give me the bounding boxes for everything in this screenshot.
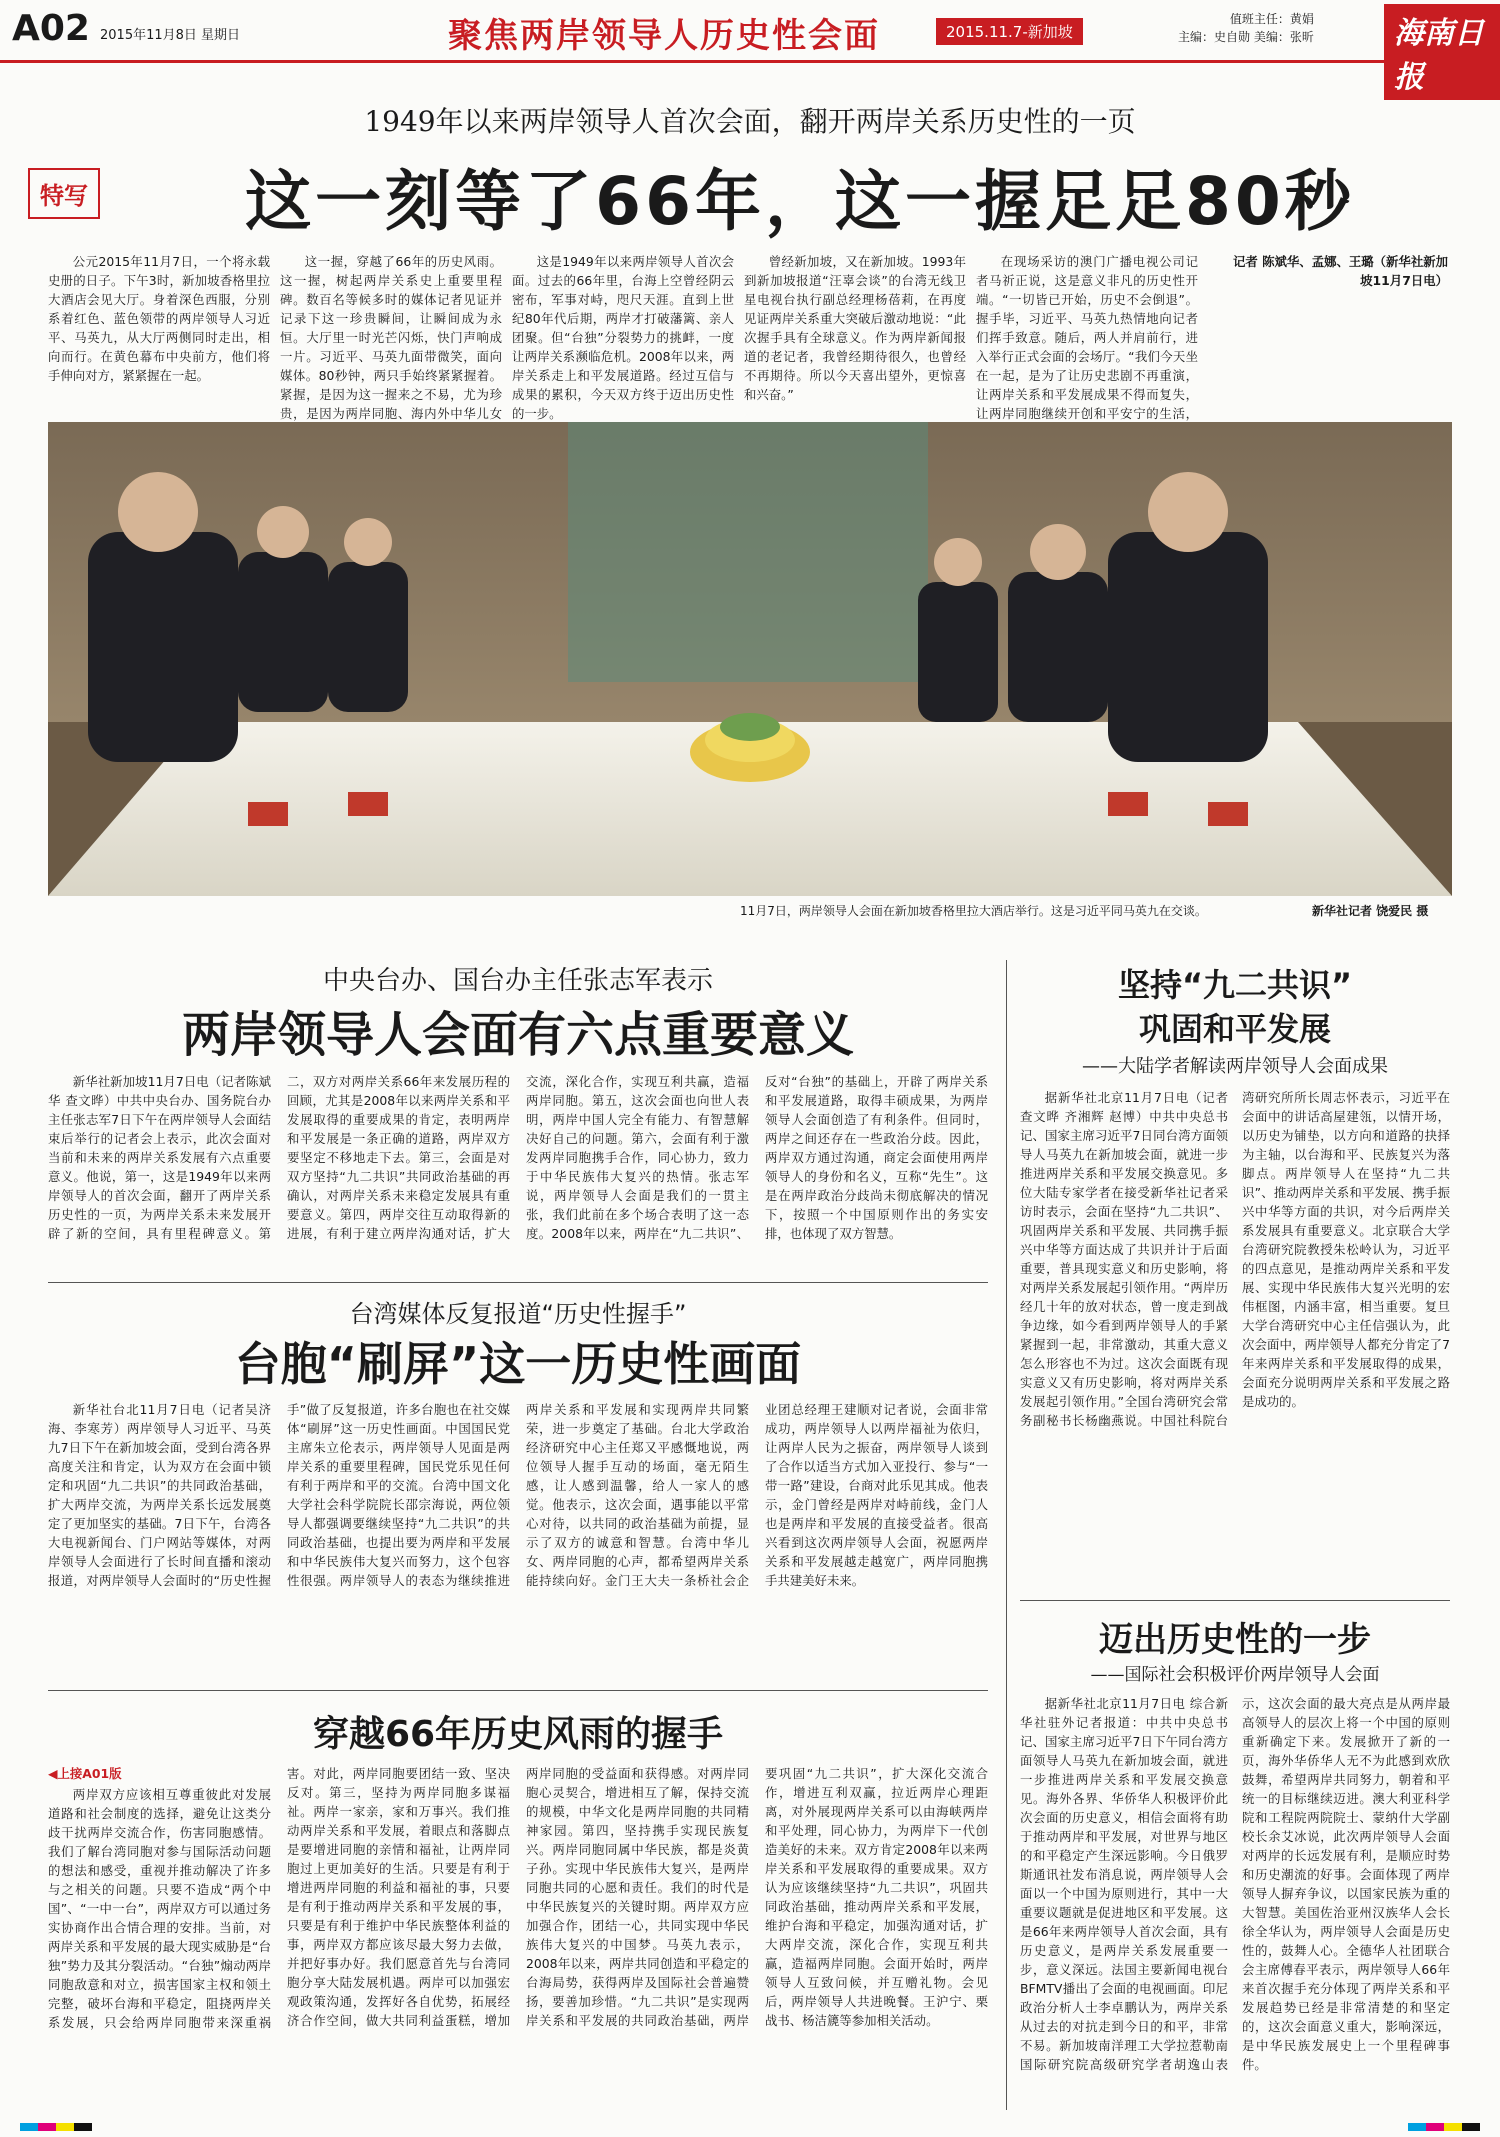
section2-kicker: 台湾媒体反复报道“历史性握手”: [349, 1300, 687, 1328]
section3-body: [48, 1764, 988, 2112]
lead-column-1: [48, 252, 270, 420]
feature-tag: 特写: [28, 168, 100, 219]
newspaper-logo: 海南日报: [1384, 4, 1500, 100]
editor-credits: [1178, 10, 1314, 46]
lead-column-6: [1208, 252, 1448, 420]
lead-headline: 这一刻等了66年，这一握足足80秒: [245, 163, 1355, 240]
section1-body: [48, 1072, 988, 1272]
series-subtitle: 2015.11.7-新加坡: [936, 18, 1083, 45]
side1-headline-2: 巩固和平发展: [1138, 1010, 1331, 1048]
lead-column-4: [744, 252, 966, 420]
issue-date: 2015年11月8日 星期日: [100, 28, 241, 43]
section2-paragraph: 新华社台北11月7日电（记者吴济海、李寒芳）两岸领导人习近平、马英九7日下午在新加坡会面，受到台湾各界高度关注和肯定，认为双方在会面中锁定和巩固“九二共识”的共同政治基础，扩大两岸交流，为两岸关系长远发展奠定了更加坚实的基础。7日下午，台湾各大电视新闻台、门户网站等媒体，对两岸领导人会面进行了长时间直播和滚动报道，对两岸领导人会面时的“历史性握手”做了反复报道，许多台胞也在社交媒体“刷屏”这一历史性画面。中国国民党主席朱立伦表示，两岸领导人见面是两岸关系的重要里程碑，国民党乐见任何有利于两岸和平的交流。台湾中国文化大学社会科学院院长邵宗海说，两位领导人都强调要继续坚持“九二共识”的共同政治基础，也提出要为两岸和平发展和中华民族伟大复兴而努力，这个包容性很强。两岸领导人的表态为继续推进两岸关系和平发展和实现两岸共同繁荣，进一步奠定了基础。台北大学政治经济研究中心主任郑又平感慨地说，两位领导人握手互动的场面，毫无陌生感，让人感到温馨，给人一家人的感觉。他表示，这次会面，遇事能以平常心对待，以共同的政治基础为前提，显示了双方的诚意和智慧。台湾中华儿女、两岸同胞的心声，都希望两岸关系能持续向好。金门王大夫一条桥社会企业团总经理王建顺对记者说，会面非常成功，两岸领导人以两岸福祉为依归，让两岸人民为之振奋，两岸领导人谈到了合作以适当方式加入亚投行、参与“一带一路”建设，台商对此乐见其成。他表示，金门曾经是两岸对峙前线，金门人也是两岸和平发展的直接受益者。很高兴看到这次两岸领导人会面，祝愿两岸关系和平发展越走越宽广，两岸同胞携手共建美好未来。: [48, 1402, 988, 1588]
column-divider: [1006, 960, 1007, 2110]
lead-paragraph: 在现场采访的澳门广播电视公司记者马祈正说，这是意义非凡的历史性开端。“一切皆已开始，历史不会倒退”。握手毕，习近平、马英九热情地向记者们挥手致意。随后，两人并肩前行，进入举行正式会面的会场厅。“我们今天坐在一起，是为了让历史悲剧不再重演，让两岸关系和平发展成果不得而复失，让两岸同胞继续开创和平安宁的生活，: [976, 254, 1198, 421]
section1-kicker: 中央台办、国台办主任张志军表示: [322, 966, 713, 996]
meeting-photo-illustration: [48, 422, 1452, 896]
section2-headline: 台胞“刷屏”这一历史性画面: [234, 1337, 802, 1391]
side1-paragraph: 据新华社北京11月7日电（记者查文晔 齐湘辉 赵博）中共中央总书记、国家主席习近平7日同台湾方面领导人马英九在新加坡会面，就进一步推进两岸关系和平发展交换意见。多位大陆专家学者在接受新华社记者采访时表示，会面在坚持“九二共识”、巩固两岸关系和平发展、共同携手振兴中华等方面达成了共识并计于后面重要，普具现实意义和历史影响，将对两岸关系发展起引领作用。“两岸历经几十年的放对状态，曾一度走到战争边缘，如今看到两岸领导人的手紧紧握到一起，非常激动，其重大意义怎么形容也不为过。这次会面既有现实意义又有历史影响，将对两岸关系发展起引领作用。”全国台湾研究会常务副秘书长杨幽燕说。中国社科院台湾研究所所长周志怀表示，习近平在会面中的讲话高屋建瓴，以情开场，以历史为铺垫，以方向和道路的抉择为主轴，以台海和平、民族复兴为落脚点。两岸领导人在坚持“九二共识”、推动两岸关系和平发展、携手振兴中华等方面的共识，对今后两岸关系发展具有重要意义。北京联合大学台湾研究院教授朱松岭认为，习近平的四点意见，是推动两岸关系和平发展、实现中华民族伟大复兴光明的宏伟框图，内涵丰富，相当重要。复旦大学台湾研究中心主任信强认为，此次会面中，两岸领导人都充分肯定了7年来两岸关系和平发展取得的成果，会面充分说明两岸关系和平发展之路是成功的。: [1020, 1090, 1450, 1428]
lead-paragraph: 这一握，穿越了66年的历史风雨。这一握，树起两岸关系史上重要里程碑。数百名等候多时的媒体记者见证并记录下这一珍贵瞬间，让瞬间成为永恒。大厅里一时光芒闪烁，快门声响成一片。习近平、马英九面带微笑，面向媒体。80秒钟，两只手始终紧紧握着。紧握，是因为这一握来之不易，尤为珍贵，是因为两岸同胞、海内外中华儿女: [280, 254, 502, 421]
side2-headline: 迈出历史性的一步: [1099, 1620, 1371, 1660]
lead-byline: 记者 陈斌华、孟娜、王璐（新华社新加坡11月7日电）: [1233, 254, 1448, 288]
divider: [48, 1690, 988, 1691]
lead-paragraph: 这是1949年以来两岸领导人首次会面。过去的66年里，台海上空曾经阴云密布，军事对峙，咫尺天涯。直到上世纪80年代后期，两岸才打破藩篱、亲人团聚。但“台独”分裂势力的挑衅，一度让两岸关系濒临危机。2008年以来，两岸关系走上和平发展道路。经过互信与成果的累积，今天双方终于迈出历史性的一步。: [512, 254, 734, 421]
masthead: [0, 0, 1500, 95]
continued-marker: ◀上接A01版: [48, 1766, 122, 1781]
side2-paragraph: 据新华社北京11月7日电 综合新华社驻外记者报道：中共中央总书记、国家主席习近平7日下午同台湾方面领导人马英九在新加坡会面，就进一步推进两岸关系和平发展交换意见。海外各界、华侨华人积极评价此次会面的历史意义，相信会面将有助于推动两岸和平发展，对世界与地区的和平稳定产生深远影响。今日俄罗斯通讯社发布消息说，两岸领导人会面以一个中国为原则进行，其中一大重要议题就是促进地区和平发展。这是66年来两岸领导人首次会面，具有历史意义，是两岸关系发展重要一步，意义深远。法国主要新闻电视台BFMTV播出了会面的电视画面。印尼政治分析人士李卓鹏认为，两岸关系从过去的对抗走到今日的和平，非常不易。新加坡南洋理工大学拉惹勒南国际研究院高级研究学者胡逸山表示，这次会面的最大亮点是从两岸最高领导人的层次上将一个中国的原则重新确定下来。发展掀开了新的一页，海外华侨华人无不为此感到欢欣鼓舞，希望两岸共同努力，朝着和平统一的目标继续迈进。澳大利亚科学院和工程院两院院士、蒙纳什大学副校长余艾冰说，此次两岸领导人会面对两岸的长远发展有利，是顺应时势和历史潮流的好事。会面体现了两岸领导人摒弃争议，以国家民族为重的大智慧。美国佐治亚州汉族华人会长徐全华认为，两岸领导人会面是历史性的，鼓舞人心。全德华人社团联合会主席傅春平表示，两岸领导人66年来首次握手充分体现了两岸关系和平发展趋势已经是非常清楚的和坚定的，这次会面意义重大，影响深远，是中华民族发展史上一个里程碑事件。: [1020, 1696, 1450, 2072]
side1-headline-1: 坚持“九二共识”: [1117, 966, 1353, 1004]
section2-body: [48, 1400, 988, 1680]
meeting-photo: [48, 422, 1452, 896]
page-number: A02: [12, 8, 90, 49]
side2-subtitle: ——国际社会积极评价两岸领导人会面: [1090, 1665, 1380, 1685]
photo-caption: 11月7日，两岸领导人会面在新加坡香格里拉大酒店举行。这是习近平同马英九在交谈。: [740, 904, 1207, 918]
lead-column-3: [512, 252, 734, 420]
editors-line: 主编：史自勋 美编：张昕: [1178, 30, 1314, 44]
lead-paragraph: 公元2015年11月7日，一个将永载史册的日子。下午3时，新加坡香格里拉大酒店会见大厅。身着深色西服，分别系着红色、蓝色领带的两岸领导人习近平、马英九，从大厅两侧同时走出，相向而行。在黄色幕布中央前方，他们将手伸向对方，紧紧握在一起。: [48, 254, 270, 383]
duty-editor: 值班主任：黄娟: [1229, 12, 1314, 26]
photo-credit: 新华社记者 饶爱民 摄: [1312, 904, 1429, 918]
lead-paragraph: 曾经新加坡，又在新加坡。1993年到新加坡报道“汪辜会谈”的台湾无线卫星电视台执行副总经理杨蓓莉，在再度见证两岸关系重大突破后激动地说：“此次握手具有全球意义。作为两岸新闻报道的老记者，我曾经期待很久，也曾经不再期待。所以今天喜出望外，更惊喜和兴奋。”: [744, 254, 966, 402]
divider: [48, 1282, 988, 1283]
section1-headline: 两岸领导人会面有六点重要意义: [181, 1007, 854, 1063]
lead-column-2: [280, 252, 502, 420]
section1-paragraph: 新华社新加坡11月7日电（记者陈斌华 查文晔）中共中央台办、国务院台办主任张志军7日下午在两岸领导人会面结束后举行的记者会上表示，此次会面对当前和未来的两岸关系发展有六点重要意义。他说，第一，这是1949年以来两岸领导人的首次会面，翻开了两岸关系历史性的一页，为两岸关系未来发展开辟了新的空间，具有里程碑意义。第二，双方对两岸关系66年来发展历程的回顾，尤其是2008年以来两岸关系和平发展取得的重要成果的肯定，表明两岸和平发展是一条正确的道路，两岸双方要坚定不移地走下去。第三，会面是对双方坚持“九二共识”共同政治基础的再确认，对两岸关系未来稳定发展具有重要意义。第四，两岸交往互动取得新的进展，有利于建立两岸沟通对话，扩大交流，深化合作，实现互利共赢，造福两岸同胞。第五，这次会面也向世人表明，两岸中国人完全有能力、有智慧解决好自己的问题。第六，会面有利于激发两岸同胞携手合作，同心协力，致力于中华民族伟大复兴的热情。张志军说，两岸领导人会面是我们的一贯主张，我们此前在多个场合表明了这一态度。2008年以来，两岸在“九二共识”、反对“台独”的基础上，开辟了两岸关系和平发展道路，取得丰硕成果，为两岸领导人会面创造了有利条件。但同时，两岸之间还存在一些政治分歧。因此，两岸双方通过沟通，商定会面使用两岸领导人的身份和名义，互称“先生”。这是在两岸政治分歧尚未彻底解决的情况下，按照一个中国原则作出的务实安排，也体现了双方智慧。: [48, 1074, 988, 1241]
color-registration-bar: [1408, 2123, 1480, 2131]
divider: [1020, 1600, 1450, 1601]
side1-body: [1020, 1088, 1450, 1588]
lead-column-5: [976, 252, 1198, 420]
color-registration-bar: [20, 2123, 92, 2131]
side2-body: [1020, 1694, 1450, 2112]
lead-kicker: 1949年以来两岸领导人首次会面，翻开两岸关系历史性的一页: [364, 105, 1136, 138]
side1-subtitle: ——大陆学者解读两岸领导人会面成果: [1082, 1056, 1388, 1077]
section3-headline: 穿越66年历史风雨的握手: [312, 1714, 724, 1755]
section3-paragraph: 两岸双方应该相互尊重彼此对发展道路和社会制度的选择，避免让这类分歧干扰两岸交流合作，伤害同胞感情。我们了解台湾同胞对参与国际活动问题的想法和感受，重视并推动解决了许多与之相关的问题。只要不造成“两个中国”、“一中一台”，两岸双方可以通过务实协商作出合情合理的安排。当前，对两岸关系和平发展的最大现实威胁是“台独”势力及其分裂活动。“台独”煽动两岸同胞敌意和对立，损害国家主权和领土完整，破坏台海和平稳定，阻挠两岸关系发展，只会给两岸同胞带来深重祸害。对此，两岸同胞要团结一致、坚决反对。第三，坚持为两岸同胞多谋福祉。两岸一家亲，家和万事兴。我们推动两岸关系和平发展，着眼点和落脚点是要增进同胞的亲情和福祉，让两岸同胞过上更加美好的生活。只要是有利于增进两岸同胞的利益和福祉的事，只要是有利于推动两岸关系和平发展的事，只要是有利于维护中华民族整体利益的事，两岸双方都应该尽最大努力去做，并把好事办好。我们愿意首先与台湾同胞分享大陆发展机遇。两岸可以加强宏观政策沟通，发挥好各自优势，拓展经济合作空间，做大共同利益蛋糕，增加两岸同胞的受益面和获得感。对两岸同胞心灵契合，增进相互了解，保持交流的规模，中华文化是两岸同胞的共同精神家园。第四，坚持携手实现民族复兴。两岸同胞同属中华民族，都是炎黄子孙。实现中华民族伟大复兴，是两岸同胞共同的心愿和责任。我们的时代是中华民族复兴的关键时期。两岸双方应加强合作，团结一心，共同实现中华民族伟大复兴的中国梦。马英九表示，2008年以来，两岸共同创造和平稳定的台海局势，获得两岸及国际社会普遍赞扬，要善加珍惜。“九二共识”是实现两岸关系和平发展的共同政治基础，两岸要巩固“九二共识”，扩大深化交流合作，增进互利双赢，拉近两岸心理距离，对外展现两岸关系可以由海峡两岸和平处理，同心协力，为两岸下一代创造美好的未来。双方肯定2008年以来两岸关系和平发展取得的重要成果。双方认为应该继续坚持“九二共识”，巩固共同政治基础，推动两岸关系和平发展，维护台海和平稳定，加强沟通对话，扩大两岸交流，深化合作，实现互利共赢，造福两岸同胞。会面开始时，两岸领导人互致问候，并互赠礼物。会见后，两岸领导人共进晚餐。王沪宁、栗战书、杨洁篪等参加相关活动。: [48, 1766, 988, 2030]
series-title: 聚焦两岸领导人历史性会面: [448, 16, 880, 56]
